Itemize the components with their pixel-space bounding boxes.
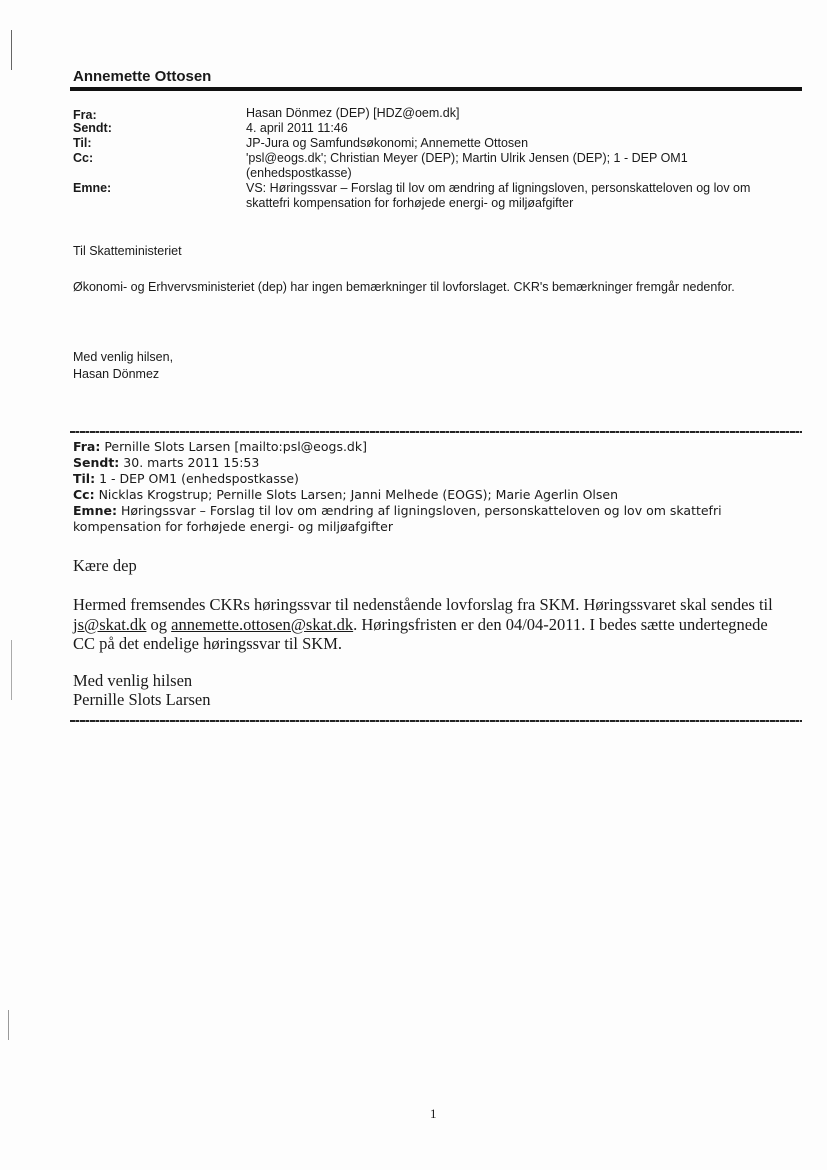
letter-closing: Med venlig hilsen: [73, 671, 193, 690]
fwd-to-value: 1 - DEP OM1 (enhedspostkasse): [99, 471, 299, 486]
scan-margin-mark: [8, 1010, 9, 1040]
fwd-from-label: Fra:: [73, 439, 101, 454]
scan-margin-mark: [11, 640, 12, 700]
email-link-annemette[interactable]: annemette.ottosen@skat.dk: [171, 614, 354, 634]
fwd-to-label: Til:: [73, 471, 96, 486]
to-label: Til:: [73, 136, 92, 150]
email-link-js[interactable]: js@skat.dk: [73, 614, 147, 634]
message-closing: Med venlig hilsen,: [73, 350, 174, 364]
subject-value: VS: Høringssvar – Forslag til lov om ændring af ligningsloven, personskatteloven og lov om skattefri kompensation for forhøjede energi- og miljøafgifter: [246, 181, 751, 210]
message-body: Økonomi- og Erhvervsministeriet (dep) har ingen bemærkninger til lovforslaget. CKR's bemærkninger fremgår nedenfor.: [73, 280, 735, 294]
fwd-sent-line: [73, 455, 793, 471]
letter-end-separator: [70, 720, 802, 722]
to-value: JP-Jura og Samfundsøkonomi; Annemette Ottosen: [246, 136, 529, 150]
cc-label: Cc:: [73, 151, 94, 165]
letter-and-word: og: [146, 614, 172, 634]
letter-signature: Pernille Slots Larsen: [73, 690, 211, 709]
letter-para-start: Hermed fremsendes CKRs høringssvar til nedenstående lovforslag fra SKM. Høringssvaret skal sendes til: [73, 595, 773, 614]
forward-separator: [70, 431, 802, 433]
from-label: Fra:: [73, 108, 97, 122]
scan-margin-mark: [11, 30, 12, 70]
letter-para-end: . Høringsfristen er den 04/04-2011. I bedes sætte undertegnede CC på det endelige høringssvar til SKM.: [73, 614, 768, 653]
sent-label: Sendt:: [73, 121, 112, 135]
document-author-heading: Annemette Ottosen: [73, 68, 212, 85]
fwd-sent-label: Sendt:: [73, 455, 120, 470]
message-signature: Hasan Dönmez: [73, 367, 160, 381]
heading-rule: [70, 87, 802, 91]
fwd-subject-label: Emne:: [73, 503, 117, 518]
fwd-to-line: [73, 471, 793, 487]
fwd-cc-line: [73, 487, 793, 503]
message-salutation: Til Skatteministeriet: [73, 244, 182, 258]
fwd-from-line: [73, 439, 793, 455]
letter-paragraph: [73, 595, 793, 654]
subject-label: Emne:: [73, 181, 112, 195]
fwd-from-value: Pernille Slots Larsen [mailto:psl@eogs.dk]: [104, 439, 367, 454]
page-number: 1: [430, 1106, 437, 1121]
sent-value: 4. april 2011 11:46: [246, 121, 348, 135]
cc-value: 'psl@eogs.dk'; Christian Meyer (DEP); Martin Ulrik Jensen (DEP); 1 - DEP OM1 (enhedspostkasse): [246, 151, 688, 180]
fwd-subject-line: [73, 503, 793, 535]
from-value: Hasan Dönmez (DEP) [HDZ@oem.dk]: [246, 106, 460, 120]
fwd-cc-value: Nicklas Krogstrup; Pernille Slots Larsen; Janni Melhede (EOGS); Marie Agerlin Olsen: [98, 487, 618, 502]
letter-greeting: Kære dep: [73, 556, 137, 575]
email-header: [73, 106, 793, 216]
forwarded-header: [73, 439, 793, 535]
fwd-sent-value: 30. marts 2011 15:53: [123, 455, 260, 470]
fwd-cc-label: Cc:: [73, 487, 95, 502]
fwd-subject-value: Høringssvar – Forslag til lov om ændring af ligningsloven, personskatteloven og lov om skattefri kompensation for forhøjede energi- og miljøafgifter: [73, 503, 722, 534]
